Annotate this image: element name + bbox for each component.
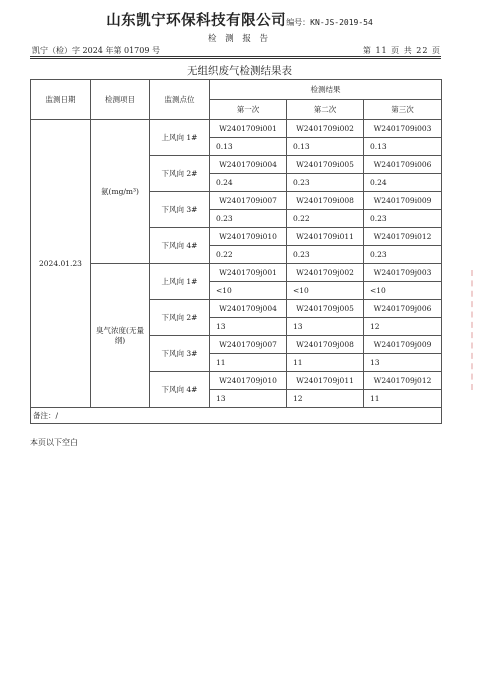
result-value: <10 — [210, 282, 287, 300]
result-value: 0.13 — [287, 138, 364, 156]
monitoring-point: 下风向 4# — [150, 372, 210, 408]
sample-id: W2401709i005 — [287, 156, 364, 174]
note-row — [31, 408, 442, 424]
monitoring-point: 上风向 1# — [150, 264, 210, 300]
result-value: 0.22 — [287, 210, 364, 228]
result-value: 0.23 — [210, 210, 287, 228]
result-value: 0.22 — [210, 246, 287, 264]
result-value: 0.24 — [210, 174, 287, 192]
result-value: 12 — [287, 390, 364, 408]
sample-id: W2401709j008 — [287, 336, 364, 354]
result-value: <10 — [364, 282, 442, 300]
result-value: 13 — [210, 390, 287, 408]
monitoring-point: 下风向 4# — [150, 228, 210, 264]
sample-id: W2401709j004 — [210, 300, 287, 318]
blank-notice: 本页以下空白 — [30, 438, 78, 447]
sample-id: W2401709i006 — [364, 156, 442, 174]
table-row — [31, 120, 442, 138]
result-value: 0.23 — [287, 246, 364, 264]
result-value: <10 — [287, 282, 364, 300]
sample-id: W2401709j003 — [364, 264, 442, 282]
results-table — [30, 79, 442, 424]
company-name: 山东凯宁环保科技有限公司 — [106, 12, 287, 29]
sample-id: W2401709j012 — [364, 372, 442, 390]
sample-id: W2401709j001 — [210, 264, 287, 282]
monitoring-point: 上风向 1# — [150, 120, 210, 156]
result-value: 11 — [287, 354, 364, 372]
header-third: 第三次 — [364, 100, 442, 120]
monitoring-date: 2024.01.23 — [31, 120, 91, 408]
header-item: 检测项目 — [91, 80, 150, 120]
monitoring-point: 下风向 3# — [150, 336, 210, 372]
sample-id: W2401709i008 — [287, 192, 364, 210]
header-first: 第一次 — [210, 100, 287, 120]
note: 备注：/ — [31, 408, 442, 424]
sample-id: W2401709j010 — [210, 372, 287, 390]
header-second: 第二次 — [287, 100, 364, 120]
sample-id: W2401709i003 — [364, 120, 442, 138]
result-value: 11 — [210, 354, 287, 372]
result-value: 0.13 — [210, 138, 287, 156]
table-row — [31, 264, 442, 282]
result-value: 12 — [364, 318, 442, 336]
header-date: 监测日期 — [31, 80, 91, 120]
sample-id: W2401709j011 — [287, 372, 364, 390]
result-value: 13 — [210, 318, 287, 336]
sample-id: W2401709j005 — [287, 300, 364, 318]
company-title — [0, 9, 479, 30]
result-value: 13 — [364, 354, 442, 372]
test-item: 氨(mg/m³) — [91, 120, 150, 264]
test-item: 臭气浓度(无量纲) — [91, 264, 150, 408]
document-number: 编号：KN-JS-2019-54 — [286, 18, 373, 27]
sample-id: W2401709i009 — [364, 192, 442, 210]
table-title: 无组织废气检测结果表 — [187, 65, 292, 77]
monitoring-point: 下风向 3# — [150, 192, 210, 228]
result-value: 0.24 — [364, 174, 442, 192]
result-value: 11 — [364, 390, 442, 408]
sample-id: W2401709i001 — [210, 120, 287, 138]
seam-seal — [468, 270, 473, 390]
report-number: 凯宁（检）字 2024 年第 01709 号 — [32, 46, 160, 55]
result-value: 0.23 — [287, 174, 364, 192]
sample-id: W2401709i004 — [210, 156, 287, 174]
result-value: 0.23 — [364, 246, 442, 264]
report-subtitle: 检 测 报 告 — [207, 34, 272, 44]
page-info: 第 11 页 共 22 页 — [362, 46, 441, 55]
sample-id: W2401709i011 — [287, 228, 364, 246]
monitoring-point: 下风向 2# — [150, 156, 210, 192]
header-divider-secondary — [30, 58, 441, 59]
header-row — [31, 80, 442, 100]
header-point: 监测点位 — [150, 80, 210, 120]
sample-id: W2401709i012 — [364, 228, 442, 246]
header-results: 检测结果 — [210, 80, 442, 100]
sample-id: W2401709i002 — [287, 120, 364, 138]
header-divider — [30, 56, 441, 57]
result-value: 0.23 — [364, 210, 442, 228]
sample-id: W2401709j009 — [364, 336, 442, 354]
monitoring-point: 下风向 2# — [150, 300, 210, 336]
sample-id: W2401709j002 — [287, 264, 364, 282]
result-value: 0.13 — [364, 138, 442, 156]
sample-id: W2401709i010 — [210, 228, 287, 246]
sample-id: W2401709j007 — [210, 336, 287, 354]
sample-id: W2401709j006 — [364, 300, 442, 318]
result-value: 13 — [287, 318, 364, 336]
sample-id: W2401709i007 — [210, 192, 287, 210]
